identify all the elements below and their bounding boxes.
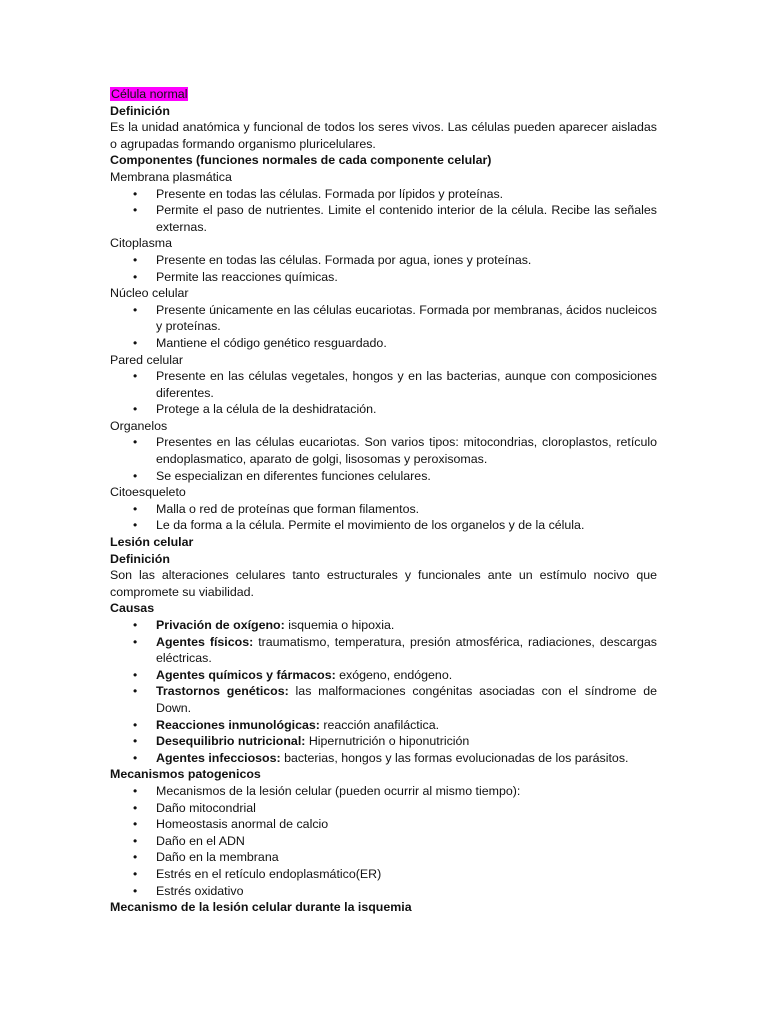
list-item: • Mecanismos de la lesión celular (pueden ocurrir al mismo tiempo): (133, 783, 521, 798)
highlighted-title: Célula normal (111, 87, 188, 101)
component-list (110, 186, 657, 236)
component-name: Membrana plasmática (110, 169, 232, 184)
bullet-icon: • (133, 518, 138, 533)
bullet-icon: • (133, 335, 138, 350)
list-item: • Agentes químicos y fármacos: exógeno, endógeno. (133, 667, 453, 682)
component-name: Citoplasma (110, 236, 172, 251)
list-item: • Daño en el ADN (133, 833, 245, 848)
list-item: • Malla o red de proteínas que forman filamentos. (133, 501, 420, 516)
list-item: • Privación de oxígeno: isquemia o hipoxia. (133, 618, 395, 632)
lesion-definition-text: Son las alteraciones celulares tanto estructurales y funcionales ante un estímulo nocivo que compromete su viabilidad. (110, 568, 657, 599)
mechanisms-heading: Mecanismos patogenicos (110, 767, 261, 782)
list-item: • Presente únicamente en las células eucariotas. Formada por membranas, ácidos nucleicos y proteínas. (133, 302, 657, 334)
component-name: Pared celular (110, 352, 184, 367)
list-item: • Desequilibrio nutricional: Hipernutrición o hiponutrición (133, 734, 470, 749)
causes-list (110, 617, 657, 766)
component-list (110, 302, 657, 352)
list-item: • Mantiene el código genético resguardado. (133, 335, 387, 350)
list-item: • Daño mitocondrial (133, 800, 256, 815)
bullet-icon: • (133, 866, 138, 881)
list-item: • Le da forma a la célula. Permite el movimiento de los organelos y de la célula. (133, 518, 585, 533)
bullet-icon: • (133, 203, 138, 218)
list-item: • Agentes físicos: traumatismo, temperatura, presión atmosférica, radiaciones, descargas eléctricas. (133, 634, 657, 666)
bullet-icon: • (133, 850, 138, 865)
causes-heading: Causas (110, 601, 155, 616)
bullet-icon: • (133, 800, 138, 815)
definition-text: Es la unidad anatómica y funcional de todos los seres vivos. Las células pueden aparecer aisladas o agrupadas formando organismo pluricelulares. (110, 120, 657, 151)
list-item: • Presente en todas las células. Formada por agua, iones y proteínas. (133, 252, 532, 267)
list-item: • Homeostasis anormal de calcio (133, 817, 329, 832)
list-item: • Estrés oxidativo (133, 883, 244, 898)
bullet-icon: • (133, 252, 138, 267)
bullet-icon: • (133, 269, 138, 284)
bullet-icon: • (133, 634, 138, 649)
component-list (110, 252, 657, 285)
list-item: • Daño en la membrana (133, 850, 279, 865)
bullet-icon: • (133, 501, 138, 516)
lesion-definition-heading: Definición (110, 551, 170, 566)
list-item: • Estrés en el retículo endoplasmático(ER) (133, 866, 382, 881)
list-item: • Presente en las células vegetales, hongos y en las bacterias, aunque con composiciones diferentes. (133, 369, 657, 400)
component-list (110, 501, 657, 534)
bullet-icon: • (133, 186, 138, 201)
ischemia-heading: Mecanismo de la lesión celular durante la isquemia (110, 900, 412, 915)
document-page (110, 86, 657, 916)
bullet-icon: • (133, 717, 138, 732)
component-list (110, 434, 657, 484)
component-list (110, 368, 657, 418)
list-item: • Se especializan en diferentes funciones celulares. (133, 468, 431, 483)
component-name: Citoesqueleto (110, 485, 186, 500)
components-heading: Componentes (funciones normales de cada componente celular) (110, 153, 492, 168)
bullet-icon: • (133, 883, 138, 898)
list-item: • Trastornos genéticos: las malformaciones congénitas asociadas con el síndrome de Down. (133, 684, 657, 715)
bullet-icon: • (133, 684, 138, 699)
mechanisms-list (110, 783, 657, 899)
list-item: • Protege a la célula de la deshidratación. (133, 402, 377, 417)
title-line (110, 86, 657, 103)
bullet-icon: • (133, 750, 138, 765)
lesion-heading: Lesión celular (110, 535, 194, 550)
component-name: Organelos (110, 418, 168, 433)
list-item: • Reacciones inmunológicas: reacción anafiláctica. (133, 717, 440, 732)
bullet-icon: • (133, 302, 138, 317)
bullet-icon: • (133, 833, 138, 848)
bullet-icon: • (133, 402, 138, 417)
definition-heading: Definición (110, 103, 170, 118)
bullet-icon: • (133, 468, 138, 483)
bullet-icon: • (133, 734, 138, 749)
bullet-icon: • (133, 667, 138, 682)
bullet-icon: • (133, 817, 138, 832)
list-item: • Presentes en las células eucariotas. Son varios tipos: mitocondrias, cloroplastos, retículo endoplasmatico, aparato de golgi, lisosomas y peroxisomas. (133, 435, 657, 467)
list-item: • Permite el paso de nutrientes. Limite el contenido interior de la célula. Recibe las señales externas. (133, 203, 657, 234)
bullet-icon: • (133, 369, 138, 384)
list-item: • Presente en todas las células. Formada por lípidos y proteínas. (133, 186, 504, 201)
bullet-icon: • (133, 618, 138, 632)
bullet-icon: • (133, 435, 138, 450)
list-item: • Agentes infecciosos: bacterias, hongos y las formas evolucionadas de los parásitos. (133, 750, 629, 765)
bullet-icon: • (133, 783, 138, 798)
list-item: • Permite las reacciones químicas. (133, 269, 338, 284)
component-name: Núcleo celular (110, 286, 189, 301)
